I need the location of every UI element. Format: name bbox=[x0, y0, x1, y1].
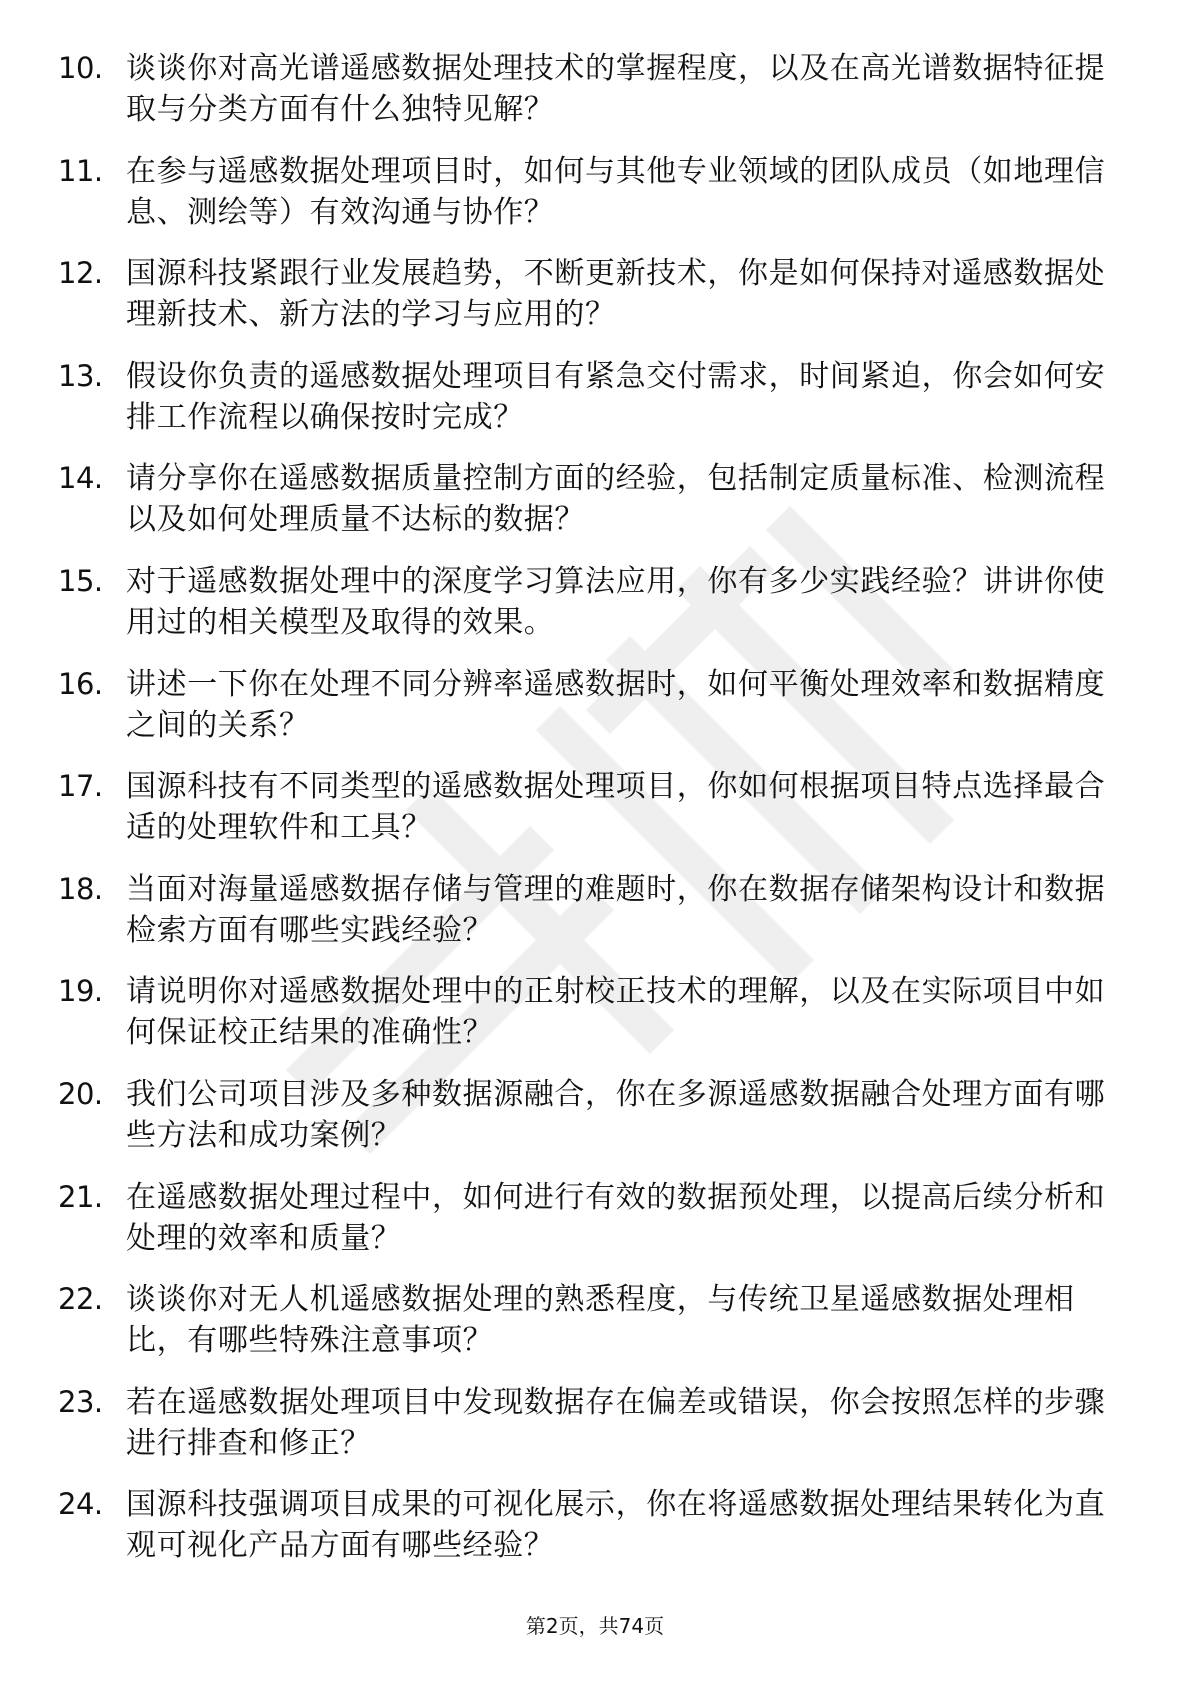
list-item bbox=[58, 869, 1118, 972]
question-number: 24. bbox=[58, 1487, 103, 1522]
question-text: 讲述一下你在处理不同分辨率遥感数据时，如何平衡处理效率和数据精度之间的关系？ bbox=[126, 666, 1106, 743]
question-number: 19. bbox=[58, 974, 103, 1009]
question-text: 假设你负责的遥感数据处理项目有紧急交付需求，时间紧迫，你会如何安排工作流程以确保按时完成？ bbox=[126, 358, 1106, 435]
question-number: 20. bbox=[58, 1076, 103, 1111]
list-item bbox=[58, 48, 1118, 151]
question-text: 国源科技强调项目成果的可视化展示，你在将遥感数据处理结果转化为直观可视化产品方面有哪些经验？ bbox=[126, 1487, 1106, 1564]
list-item bbox=[58, 971, 1118, 1074]
question-text: 我们公司项目涉及多种数据源融合，你在多源遥感数据融合处理方面有哪些方法和成功案例？ bbox=[126, 1076, 1106, 1153]
question-text: 请说明你对遥感数据处理中的正射校正技术的理解，以及在实际项目中如何保证校正结果的准确性？ bbox=[126, 974, 1106, 1051]
question-number: 18. bbox=[58, 871, 103, 906]
list-item bbox=[58, 1074, 1118, 1177]
list-item bbox=[58, 1484, 1118, 1587]
question-text: 谈谈你对高光谱遥感数据处理技术的掌握程度，以及在高光谱数据特征提取与分类方面有什么独特见解？ bbox=[126, 51, 1106, 127]
question-number: 15. bbox=[58, 563, 103, 598]
question-text: 请分享你在遥感数据质量控制方面的经验，包括制定质量标准、检测流程以及如何处理质量不达标的数据？ bbox=[126, 461, 1106, 538]
question-number: 21. bbox=[58, 1179, 103, 1214]
question-number: 23. bbox=[58, 1384, 103, 1419]
list-item bbox=[58, 253, 1118, 356]
list-item bbox=[58, 766, 1118, 869]
list-item bbox=[58, 664, 1118, 767]
list-item bbox=[58, 1279, 1118, 1382]
list-item bbox=[58, 1177, 1118, 1280]
question-text: 谈谈你对无人机遥感数据处理的熟悉程度，与传统卫星遥感数据处理相比，有哪些特殊注意事项？ bbox=[126, 1282, 1075, 1359]
list-item bbox=[58, 151, 1118, 254]
question-number: 14. bbox=[58, 461, 103, 496]
question-number: 22. bbox=[58, 1282, 103, 1317]
question-number: 13. bbox=[58, 358, 103, 393]
question-number: 16. bbox=[58, 666, 103, 701]
list-item bbox=[58, 458, 1118, 561]
question-text: 当面对海量遥感数据存储与管理的难题时，你在数据存储架构设计和数据检索方面有哪些实践经验？ bbox=[126, 871, 1106, 948]
question-text: 在遥感数据处理过程中，如何进行有效的数据预处理，以提高后续分析和处理的效率和质量？ bbox=[126, 1179, 1106, 1256]
question-text: 国源科技紧跟行业发展趋势，不断更新技术，你是如何保持对遥感数据处理新技术、新方法的学习与应用的？ bbox=[126, 256, 1106, 333]
question-number: 17. bbox=[58, 769, 103, 804]
question-text: 在参与遥感数据处理项目时，如何与其他专业领域的团队成员（如地理信息、测绘等）有效沟通与协作？ bbox=[126, 153, 1106, 230]
list-item bbox=[58, 1382, 1118, 1485]
question-number: 11. bbox=[58, 153, 103, 188]
page-footer: 第2页，共74页 bbox=[525, 1614, 665, 1638]
question-list bbox=[58, 48, 1118, 1587]
list-item bbox=[58, 356, 1118, 459]
list-item bbox=[58, 561, 1118, 664]
question-number: 12. bbox=[58, 256, 103, 291]
question-number: 10. bbox=[58, 51, 103, 85]
question-text: 对于遥感数据处理中的深度学习算法应用，你有多少实践经验？讲讲你使用过的相关模型及取得的效果。 bbox=[126, 563, 1106, 640]
question-text: 国源科技有不同类型的遥感数据处理项目，你如何根据项目特点选择最合适的处理软件和工具？ bbox=[126, 769, 1106, 846]
question-text: 若在遥感数据处理项目中发现数据存在偏差或错误，你会按照怎样的步骤进行排查和修正？ bbox=[126, 1384, 1106, 1461]
